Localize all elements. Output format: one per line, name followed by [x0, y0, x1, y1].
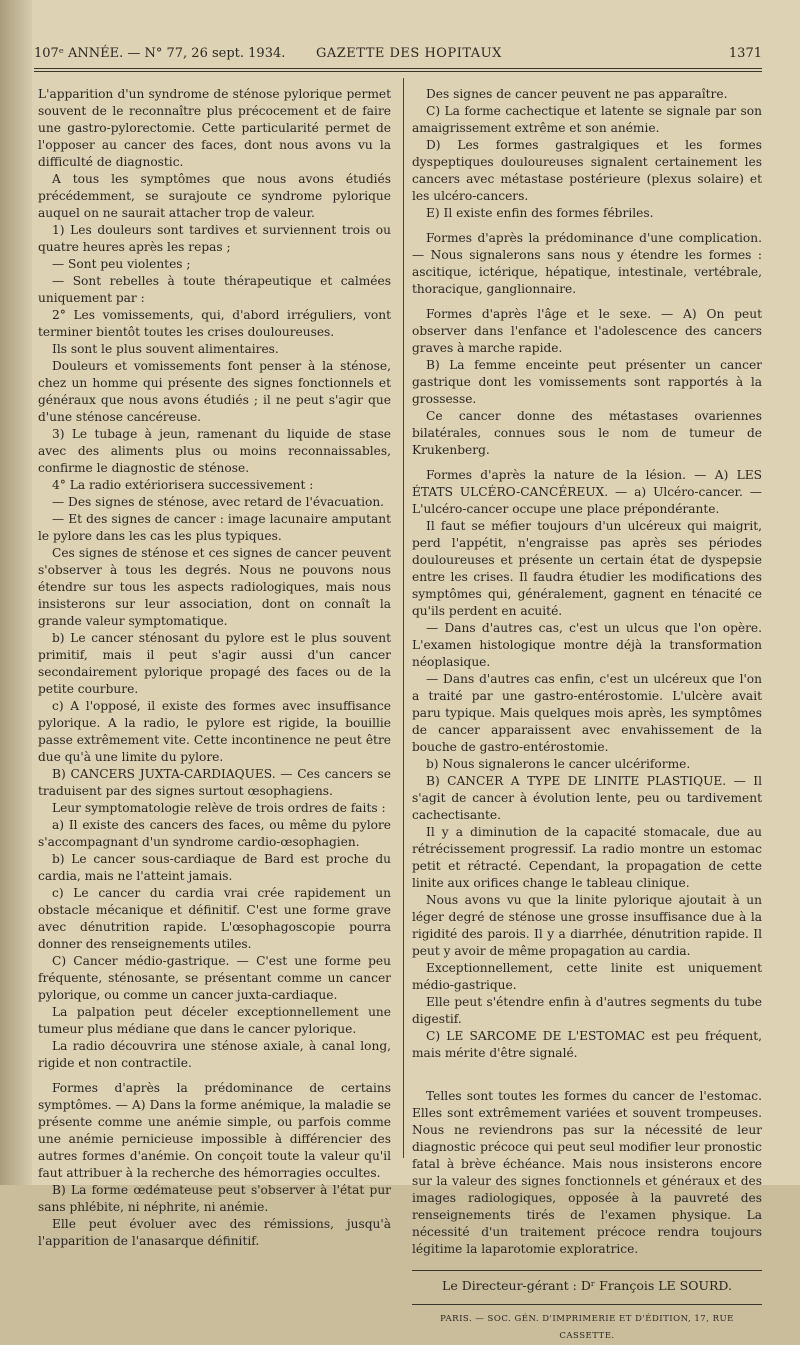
printer-imprint: PARIS. — SOC. GÉN. D'IMPRIMERIE ET D'ÉDITION, 17, RUE CASSETTE.	[412, 1304, 762, 1345]
section-heading-paragraph: Formes d'après la prédominance de certains symptômes. — A) Dans la forme anémique, la maladie se présente comme une anémie simple, ou parfois comme une anémie pernicieuse impossible à différencier des autres formes d'anémie. On conçoit toute la valeur qu'il faut attribuer à la recherche des hémorragies occultes.	[38, 1081, 391, 1180]
paragraph: — Sont peu violentes ;	[52, 257, 191, 271]
paragraph: Nous avons vu que la linite pylorique ajoutait à un léger degré de sténose une grosse insuffisance due à la rigidité des parois. Il y a diarrhée, dénutrition rapide. Il peut y avoir de même propagation au cardia.	[412, 893, 762, 958]
paragraph: L'apparition d'un syndrome de sténose pylorique permet souvent de le reconnaître plus précocement et de faire une gastro-pylorectomie. Cette particularité permet de l'opposer au cancer des faces, dont nous avons vu la difficulté de diagnostic.	[38, 87, 391, 169]
paragraph: b) Le cancer sous-cardiaque de Bard est proche du cardia, mais ne l'atteint jamais.	[38, 852, 391, 883]
page-number: 1371	[728, 46, 762, 61]
paragraph: Ce cancer donne des métastases ovariennes bilatérales, connues sous le nom de tumeur de Krukenberg.	[412, 409, 762, 457]
paragraph: La palpation peut déceler exceptionnellement une tumeur plus médiane que dans le cancer pylorique.	[38, 1005, 391, 1036]
paragraph: B) La forme œdémateuse peut s'observer à l'état pur sans phlébite, ni néphrite, ni anémie.	[38, 1183, 391, 1214]
paragraph: c) A l'opposé, il existe des formes avec insuffisance pylorique. A la radio, le pylore est rigide, la bouillie passe extrêmement vite. Cette incontinence ne peut être due qu'à une limite du pylore.	[38, 699, 391, 764]
paragraph: E) Il existe enfin des formes fébriles.	[426, 206, 654, 220]
signature: Le Directeur-gérant : Dʳ François LE SOURD.	[412, 1270, 762, 1294]
header-rule-double	[34, 71, 762, 72]
paragraph: b) Nous signalerons le cancer ulcériforme.	[426, 757, 691, 771]
paragraph: Elle peut s'étendre enfin à d'autres segments du tube digestif.	[412, 995, 762, 1026]
page-header	[34, 44, 762, 66]
paragraph: — Des signes de sténose, avec retard de l'évacuation.	[52, 495, 385, 509]
paragraph: Des signes de cancer peuvent ne pas apparaître.	[426, 87, 728, 101]
paragraph: Elle peut évoluer avec des rémissions, jusqu'à l'apparition de l'anasarque définitif.	[38, 1217, 391, 1248]
paragraph: 2° Les vomissements, qui, d'abord irréguliers, vont terminer bientôt toutes les crises douloureuses.	[38, 308, 391, 339]
paragraph: Il faut se méfier toujours d'un ulcéreux qui maigrit, perd l'appétit, n'engraisse pas après ses périodes douloureuses et présente un certain état de dyspepsie entre les crises. Il faudra étudier les modifications des symptômes qui, généralement, gagnent en ténacité ce qu'ils perdent en acuité.	[412, 519, 762, 618]
paragraph: — Et des signes de cancer : image lacunaire amputant le pylore dans les cas les plus typiques.	[38, 512, 391, 543]
paragraph: B) CANCERS JUXTA-CARDIAQUES. — Ces cancers se traduisent par des signes surtout œsophagiens.	[38, 767, 391, 798]
paragraph: — Dans d'autres cas enfin, c'est un ulcéreux que l'on a traité par une gastro-entérostomie. L'ulcère avait paru typique. Mais quelques mois après, les symptômes de cancer apparaissent avec envahissement de la bouche de gastro-entérostomie.	[412, 672, 762, 754]
paragraph: Ces signes de sténose et ces signes de cancer peuvent s'observer à tous les degrés. Nous ne pouvons nous étendre sur tous les aspects radiologiques, mais nous insisterons sur leur association, dont on connaît la grande valeur symptomatique.	[38, 546, 391, 628]
paragraph: 4° La radio extériorisera successivement :	[52, 478, 314, 492]
paragraph: — Dans d'autres cas, c'est un ulcus que l'on opère. L'examen histologique montre déjà la transformation néoplasique.	[412, 621, 762, 669]
journal-title: GAZETTE DES HOPITAUX	[316, 46, 502, 61]
paragraph: c) Le cancer du cardia vrai crée rapidement un obstacle mécanique et définitif. C'est une forme grave avec dénutrition rapide. L'œsophagoscopie pourra donner des renseignements utiles.	[38, 886, 391, 951]
paragraph: D) Les formes gastralgiques et les formes dyspeptiques douloureuses signalent certainement les cancers avec métastase postérieure (plexus solaire) et les ulcéro-cancers.	[412, 138, 762, 203]
paragraph: a) Il existe des cancers des faces, ou même du pylore s'accompagnant d'un syndrome cardio-œsophagien.	[38, 818, 391, 849]
left-column	[38, 86, 391, 1250]
paragraph: C) Cancer médio-gastrique. — C'est une forme peu fréquente, sténosante, se présentant comme un cancer pylorique, ou comme un cancer juxta-cardiaque.	[38, 954, 391, 1002]
paragraph: B) CANCER A TYPE DE LINITE PLASTIQUE. — Il s'agit de cancer à évolution lente, peu ou tardivement cachectisante.	[412, 774, 762, 822]
issue-info: 107ᵉ ANNÉE. — N° 77, 26 sept. 1934.	[34, 46, 286, 61]
paragraph: — Sont rebelles à toute thérapeutique et calmées uniquement par :	[38, 274, 391, 305]
column-divider	[403, 78, 404, 1158]
section-heading-paragraph: Formes d'après la prédominance d'une complication. — Nous signalerons sans nous y étendre les formes : ascitique, ictérique, hépatique, intestinale, vertébrale, thoracique, ganglionnaire.	[412, 231, 762, 296]
paragraph: B) La femme enceinte peut présenter un cancer gastrique dont les vomissements sont rapportés à la grossesse.	[412, 358, 762, 406]
section-heading-paragraph: Formes d'après la nature de la lésion. — A) LES ÉTATS ULCÉRO-CANCÉREUX. — a) Ulcéro-cancer. — L'ulcéro-cancer occupe une place prépondérante.	[412, 468, 762, 516]
paragraph: Il y a diminution de la capacité stomacale, due au rétrécissement progressif. La radio montre un estomac petit et rétracté. Cependant, la propagation de cette linite aux orifices change le tableau clinique.	[412, 825, 762, 890]
conclusion-paragraph: Telles sont toutes les formes du cancer de l'estomac. Elles sont extrêmement variées et souvent trompeuses. Nous ne reviendrons pas sur la nécessité de leur diagnostic précoce qui peut seul modifier leur pronostic fatal à brève échéance. Mais nous insisterons encore sur la valeur des signes fonctionnels et généraux et des images radiologiques, opposée à la pauvreté des renseignements tirés de l'examen physique. La nécessité d'un traitement précoce rendra toujours légitime la laparotomie exploratrice.	[412, 1089, 762, 1256]
section-heading-paragraph: Formes d'après l'âge et le sexe. — A) On peut observer dans l'enfance et l'adolescence des cancers graves à marche rapide.	[412, 307, 762, 355]
paragraph: 3) Le tubage à jeun, ramenant du liquide de stase avec des aliments plus ou moins reconnaissables, confirme le diagnostic de sténose.	[38, 427, 391, 475]
paragraph: Exceptionnellement, cette linite est uniquement médio-gastrique.	[412, 961, 762, 992]
right-column	[412, 86, 762, 1345]
paragraph: La radio découvrira une sténose axiale, à canal long, rigide et non contractile.	[38, 1039, 391, 1070]
paragraph: Leur symptomatologie relève de trois ordres de faits :	[52, 801, 386, 815]
paragraph: b) Le cancer sténosant du pylore est le plus souvent primitif, mais il peut s'agir aussi d'un cancer secondairement pylorique propagé des faces ou de la petite courbure.	[38, 631, 391, 696]
paragraph: C) La forme cachectique et latente se signale par son amaigrissement extrême et son anémie.	[412, 104, 762, 135]
paragraph: C) LE SARCOME DE L'ESTOMAC est peu fréquent, mais mérite d'être signalé.	[412, 1029, 762, 1060]
paragraph: 1) Les douleurs sont tardives et surviennent trois ou quatre heures après les repas ;	[38, 223, 391, 254]
header-rule	[34, 68, 762, 69]
paragraph: A tous les symptômes que nous avons étudiés précédemment, se surajoute ce syndrome pylorique auquel on ne saurait attacher trop de valeur.	[38, 172, 391, 220]
paragraph: Douleurs et vomissements font penser à la sténose, chez un homme qui présente des signes fonctionnels et généraux que nous avons étudiés ; il ne peut s'agir que d'une sténose cancéreuse.	[38, 359, 391, 424]
paragraph: Ils sont le plus souvent alimentaires.	[52, 342, 279, 356]
